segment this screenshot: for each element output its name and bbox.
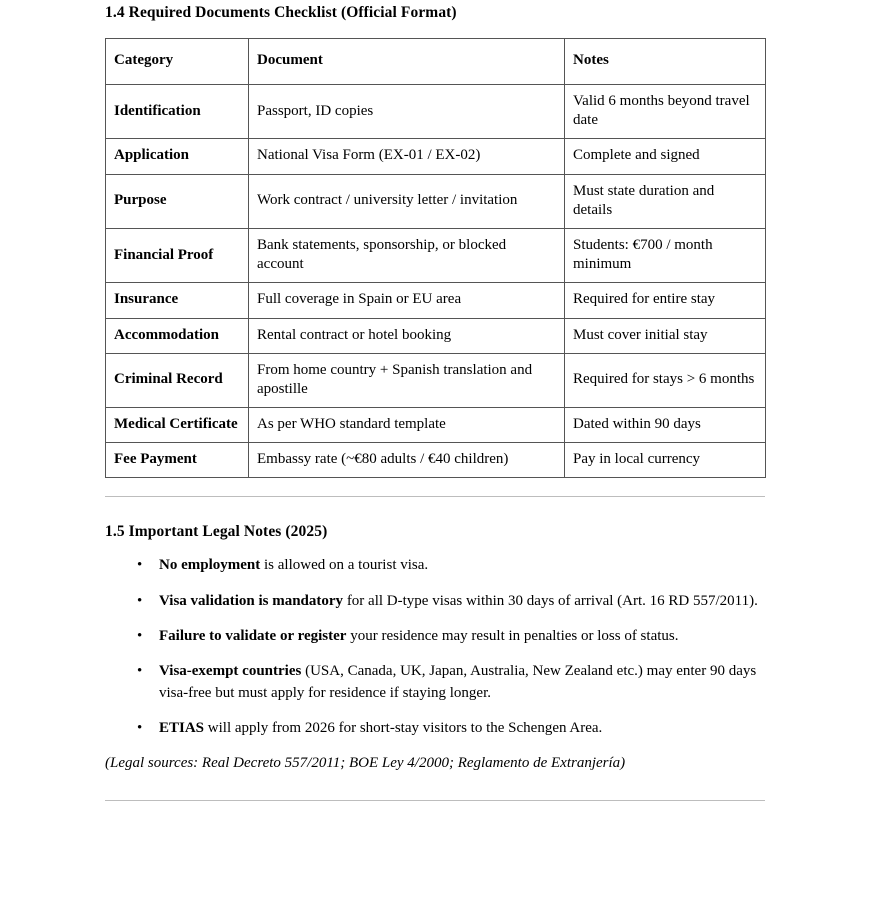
cell-category: Fee Payment [106, 443, 249, 478]
table-row [106, 408, 766, 443]
list-item [159, 661, 768, 704]
list-item [159, 591, 768, 612]
section-divider-top [105, 496, 765, 497]
cell-document: Rental contract or hotel booking [249, 318, 565, 353]
list-item-emphasis: Visa-exempt countries [159, 663, 302, 680]
cell-notes: Must cover initial stay [565, 318, 766, 353]
cell-document: Bank statements, sponsorship, or blocked account [249, 228, 565, 282]
table-row [106, 139, 766, 174]
cell-notes: Students: €700 / month minimum [565, 228, 766, 282]
column-header-category: Category [106, 39, 249, 85]
cell-document: Passport, ID copies [249, 85, 565, 139]
cell-category: Application [106, 139, 249, 174]
cell-category: Accommodation [106, 318, 249, 353]
legal-notes-list [105, 555, 768, 739]
cell-category: Insurance [106, 283, 249, 318]
list-item [159, 626, 768, 647]
cell-category: Purpose [106, 174, 249, 228]
list-item-text: will apply from 2026 for short-stay visitors to the Schengen Area. [204, 719, 603, 736]
section-divider-bottom [105, 800, 765, 801]
list-item-text: for all D-type visas within 30 days of arrival (Art. 16 RD 557/2011). [343, 592, 758, 609]
table-row [106, 353, 766, 407]
section-heading-1-4: 1.4 Required Documents Checklist (Official Format) [105, 4, 457, 21]
table-row [106, 228, 766, 282]
table-row [106, 318, 766, 353]
list-item [159, 555, 768, 576]
cell-notes: Required for entire stay [565, 283, 766, 318]
cell-category: Medical Certificate [106, 408, 249, 443]
list-item-text: is allowed on a tourist visa. [260, 557, 429, 574]
cell-notes: Valid 6 months beyond travel date [565, 85, 766, 139]
table-row [106, 283, 766, 318]
cell-notes: Must state duration and details [565, 174, 766, 228]
section-heading-1-5: 1.5 Important Legal Notes (2025) [105, 523, 328, 541]
list-item-text: your residence may result in penalties or loss of status. [346, 628, 679, 645]
table-row [106, 443, 766, 478]
cell-notes: Pay in local currency [565, 443, 766, 478]
cell-document: Full coverage in Spain or EU area [249, 283, 565, 318]
column-header-notes: Notes [565, 39, 766, 85]
cell-document: From home country + Spanish translation and apostille [249, 353, 565, 407]
legal-sources-note: (Legal sources: Real Decreto 557/2011; BOE Ley 4/2000; Reglamento de Extranjería) [105, 755, 626, 772]
cell-document: Embassy rate (~€80 adults / €40 children) [249, 443, 565, 478]
table-row [106, 85, 766, 139]
cell-notes: Required for stays > 6 months [565, 353, 766, 407]
list-item-emphasis: Failure to validate or register [159, 628, 347, 645]
column-header-document: Document [249, 39, 565, 85]
cell-category: Financial Proof [106, 228, 249, 282]
cell-category: Identification [106, 85, 249, 139]
required-documents-table [105, 38, 766, 478]
cell-document: As per WHO standard template [249, 408, 565, 443]
list-item-text: (USA, Canada, UK, Japan, Australia, New Zealand etc.) may enter 90 days visa-free but must apply for residence if staying longer. [159, 663, 757, 701]
list-item-emphasis: Visa validation is mandatory [159, 592, 344, 609]
cell-notes: Dated within 90 days [565, 408, 766, 443]
list-item [159, 718, 768, 739]
cell-document: National Visa Form (EX-01 / EX-02) [249, 139, 565, 174]
cell-document: Work contract / university letter / invitation [249, 174, 565, 228]
table-header-row [106, 39, 766, 85]
cell-notes: Complete and signed [565, 139, 766, 174]
cell-category: Criminal Record [106, 353, 249, 407]
table-row [106, 174, 766, 228]
list-item-emphasis: ETIAS [159, 719, 205, 736]
list-item-emphasis: No employment [159, 557, 261, 574]
